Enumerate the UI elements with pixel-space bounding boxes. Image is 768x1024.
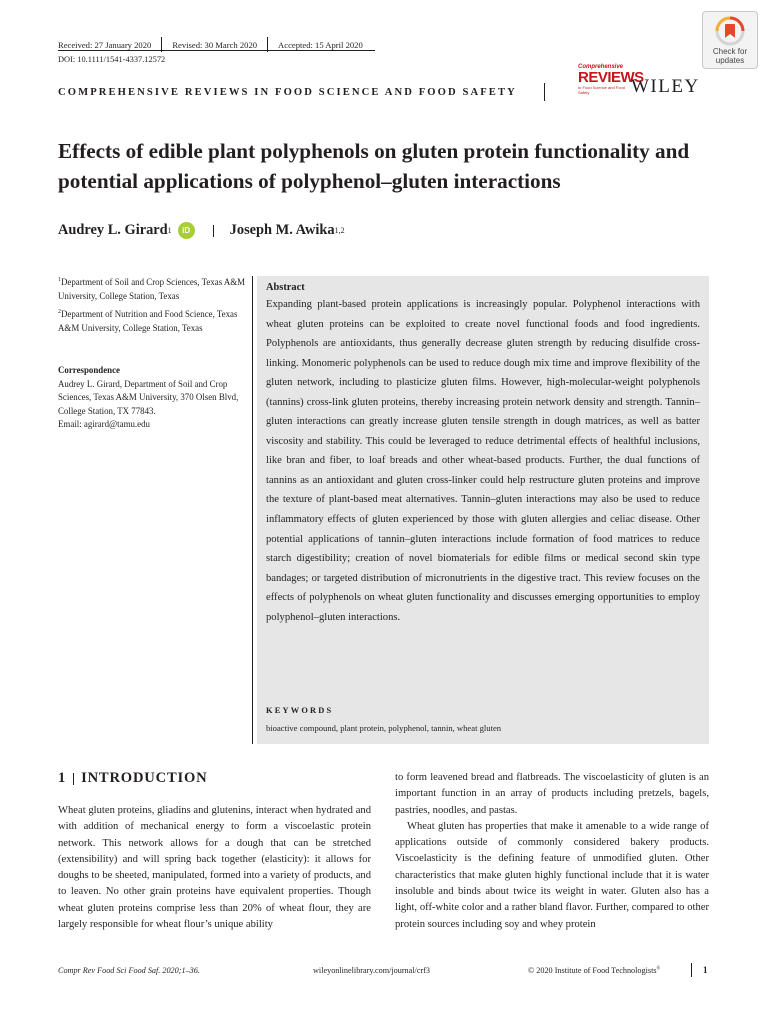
keywords-heading: KEYWORDS: [266, 706, 334, 715]
keywords-list: bioactive compound, plant protein, polyphenol, tannin, wheat gluten: [266, 723, 502, 733]
divider: [213, 225, 214, 237]
affiliation-2: $^2$Department of Nutrition and Food Science, Texas A&M University, College Station, Texas: [58, 308, 238, 333]
orcid-icon[interactable]: iD: [178, 222, 195, 239]
section-heading: [58, 770, 207, 787]
correspondence-heading: Correspondence: [58, 365, 120, 375]
body-column-left: [58, 803, 371, 933]
correspondence-email[interactable]: Email: agirard@tamu.edu: [58, 419, 150, 430]
author-list: [58, 222, 345, 239]
check-updates-icon: [715, 16, 745, 46]
divider: [73, 773, 74, 785]
paragraph: Wheat gluten has properties that make it amenable to a wide range of applications outside of commonly considered bakery products. Viscoelasticity is the defining feature of unmodified gluten. Other characteristics that make gluten highly functional include that it is water insoluble and binds about twice its weight in water. Gluten also has a light, off-white color and a rather bland flavor. Further, compared to other protein sources including soy and whey protein: [395, 820, 709, 930]
abstract-text: Expanding plant-based protein applications is increasingly popular. Polyphenol interactions with wheat gluten proteins can be exploited to create novel functional foods and food ingredients. Polyphenols are antioxidants, thus generally decrease gluten strength by reducing disulfide cross-linking. Monomeric polyphenols can be used to reduce dough mix time and improve flexibility of the gluten network, including to plasticize gluten films. However, high-molecular-weight polyphenols (tannins) cross-link gluten proteins, thereby increasing protein network density and strength. Tannin–gluten interactions can greatly increase gluten tensile strength in dough matrices, as well as batter viscosity and stability. This could be leveraged to reduce detrimental effects of healthful inclusions, like bran and fiber, to loaf breads and other wheat-based products. Further, the dual functions of tannins as an antioxidant and gluten cross-linker could help restructure gluten proteins and improve the texture of plant-based meat alternatives. Tannin–gluten interactions may also be used to reduce inflammatory effects of gluten experienced by those with gluten allergies and celiac disease. Other potential applications of tannin–gluten interactions include formation of food matrices to reduce starch digestibility; creation of novel biomaterials for edible films or medical second skin type bandages; or targeted distribution of micronutrients in the digestive tract. This review focuses on the effects of polyphenols on wheat gluten functionality and discusses emerging opportunities to employ polyphenol–gluten interactions.: [266, 299, 700, 623]
accepted-date: Accepted: 15 April 2020: [278, 39, 363, 50]
journal-logo: Comprehensive REVIEWS In Food Science and Food Safety: [578, 64, 644, 95]
correspondence: [58, 364, 250, 432]
section-number: 1: [58, 770, 67, 786]
abstract-heading: Abstract: [266, 282, 305, 293]
abstract-panel: [257, 276, 709, 744]
received-date: Received: 27 January 2020: [58, 39, 152, 50]
paragraph: Wheat gluten proteins, gliadins and glutenins, interact when hydrated and with addition of mechanical energy to form a viscoelastic protein network. This network allows for a dough that can be stretched (extensibility) and will spring back together (elasticity): it allows for doughs to be sheeted, manipulated, formed into a variety of products, and to leaven. No other grain proteins have equivalent properties. Though wheat gluten proteins comprise less than 20% of wheat flour, they are largely responsible for wheat flour’s unique ability: [58, 805, 371, 931]
author-affiliation-marker: 1,2: [334, 226, 345, 235]
author-affiliation-marker: 1: [167, 226, 172, 235]
page-number: 1: [703, 965, 708, 975]
citation: Compr Rev Food Sci Food Saf. 2020;1–36.: [58, 966, 200, 975]
author-name[interactable]: Audrey L. Girard: [58, 222, 168, 238]
paragraph: to form leavened bread and flatbreads. The viscoelasticity of gluten is an important function in an array of products including pretzels, bagels, pastries, noodles, and pastas.: [395, 772, 709, 816]
affiliation-1: $^1$Department of Soil and Crop Sciences, Texas A&M University, College Station, Texas: [58, 276, 246, 301]
correspondence-address: Audrey L. Girard, Department of Soil and Crop Sciences, Texas A&M University, 370 Olsen Blvd, College Station, TX 77843.: [58, 378, 239, 416]
author-name[interactable]: Joseph M. Awika: [229, 222, 335, 238]
check-updates-label: Check for updates: [712, 47, 748, 65]
copyright: © 2020 Institute of Food Technologists®: [528, 966, 661, 975]
publisher-logo: WILEY: [631, 76, 700, 97]
body-column-right: [395, 770, 709, 933]
divider: [691, 963, 692, 977]
section-title: INTRODUCTION: [81, 770, 208, 786]
revised-date: Revised: 30 March 2020: [172, 39, 258, 50]
doi[interactable]: DOI: 10.1111/1541-4337.12572: [58, 55, 166, 64]
divider: [544, 83, 545, 101]
header-rule: [58, 50, 375, 51]
check-for-updates-button[interactable]: [702, 11, 758, 69]
journal-name: COMPREHENSIVE REVIEWS IN FOOD SCIENCE AND FOOD SAFETY: [58, 87, 517, 98]
article-title: Effects of edible plant polyphenols on gluten protein functionality and potential applications of polyphenol–gluten interactions: [58, 139, 690, 193]
divider: [252, 276, 253, 744]
journal-url[interactable]: wileyonlinelibrary.com/journal/crf3: [313, 966, 431, 975]
